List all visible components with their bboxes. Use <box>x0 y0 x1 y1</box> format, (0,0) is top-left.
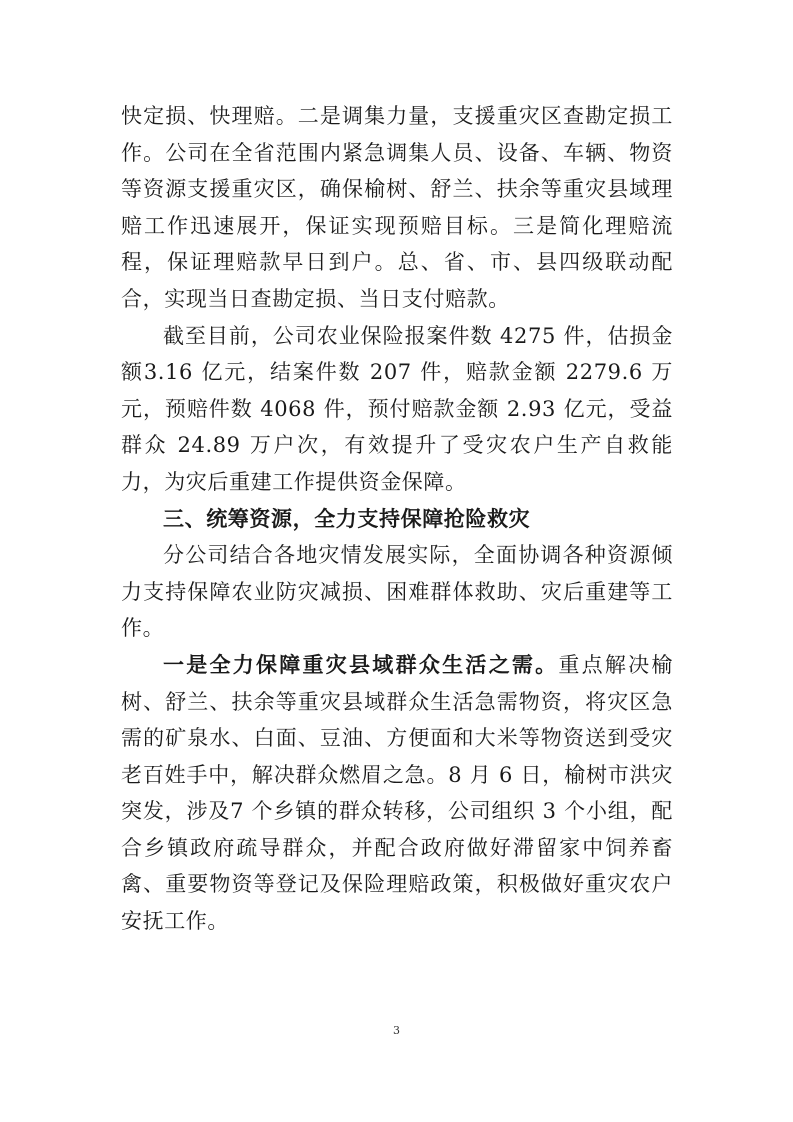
page-number: 3 <box>393 1024 400 1037</box>
paragraph-claims-statistics: 截至目前，公司农业保险报案件数 4275 件，估损金额3.16 亿元，结案件数 207 件，赔款金额 2279.6 万元，预赔件数 4068 件，预付赔款金额 2.93 亿元，受益群众 24.89 万户次，有效提升了受灾农户生产自救能力，为灾后重建工作提供资金保障。 <box>121 323 673 494</box>
document-body <box>121 98 673 940</box>
paragraph-claims-process: 快定损、快理赔。二是调集力量，支援重灾区查勘定损工作。公司在全省范围内紧急调集人员、设备、车辆、物资等资源支援重灾区，确保榆树、舒兰、扶余等重灾县域理赔工作迅速展开，保证实现预赔目标。三是简化理赔流程，保证理赔款早日到户。总、省、市、县四级联动配合，实现当日查勘定损、当日支付赔款。 <box>121 104 673 311</box>
paragraph-livelihood-support <box>121 647 673 940</box>
paragraph-lead-bold: 一是全力保障重灾县域群众生活之需。 <box>163 652 559 677</box>
paragraph-body-text: 重点解决榆树、舒兰、扶余等重灾县域群众生活急需物资，将灾区急需的矿泉水、白面、豆油、方便面和大米等物资送到受灾老百姓手中，解决群众燃眉之急。8 月 6 日，榆树市洪灾突发，涉及7 个乡镇的群众转移，公司组织 3 个小组，配合乡镇政府疏导群众，并配合政府做好滞留家中饲养畜禽、重要物资等登记及保险理赔政策，积极做好重灾农户安抚工作。 <box>121 652 674 934</box>
paragraph-resource-coordination: 分公司结合各地灾情发展实际，全面协调各种资源倾力支持保障农业防灾减损、困难群体救助、灾后重建等工作。 <box>121 543 673 641</box>
section-heading-3: 三、统筹资源，全力支持保障抢险救灾 <box>163 506 531 531</box>
